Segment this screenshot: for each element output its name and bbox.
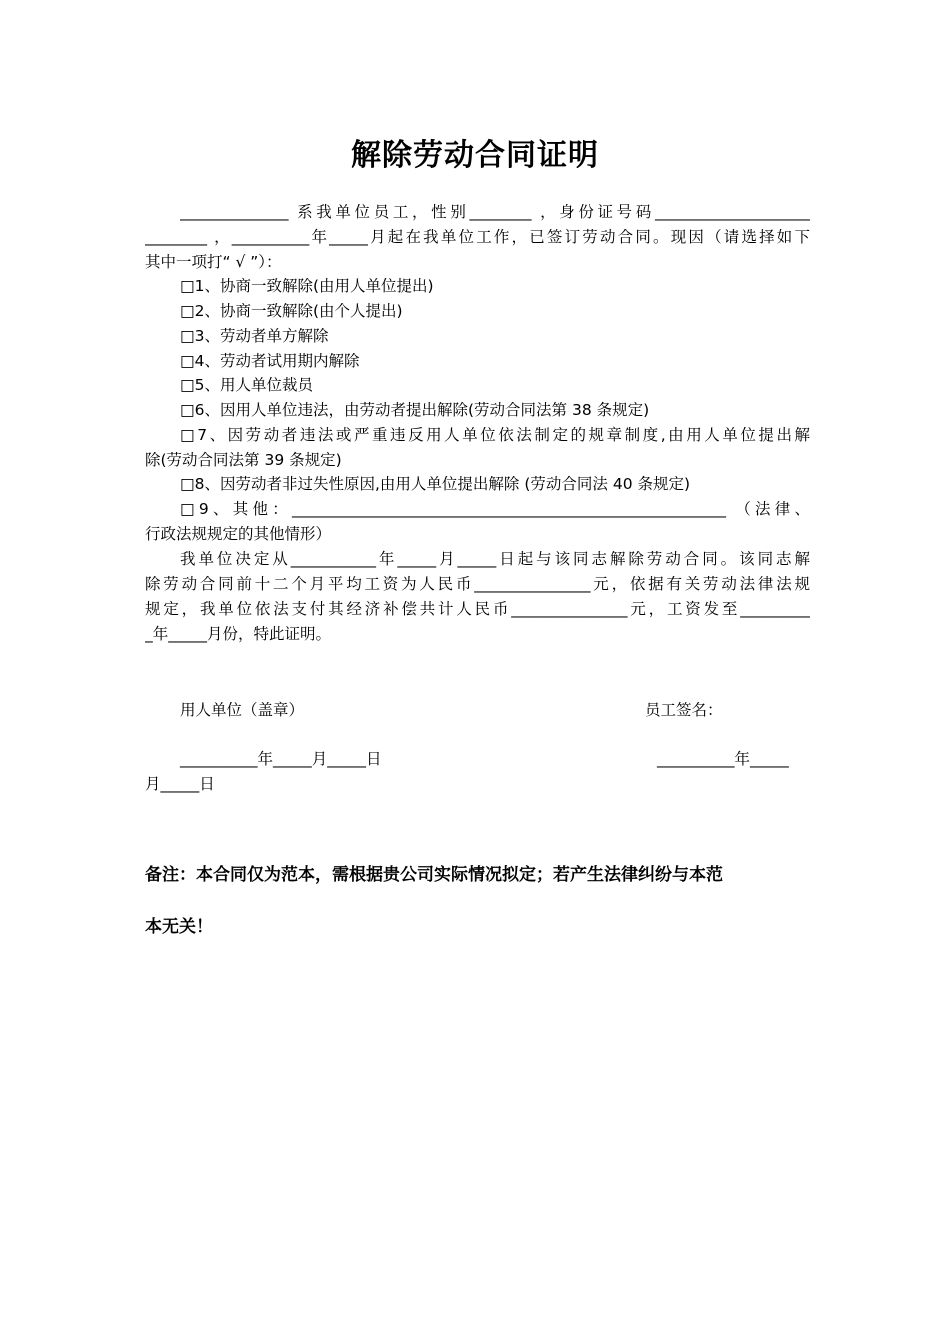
intro-line-1: ______________ 系我单位员工，性别________ ，身份证号码____________________	[180, 203, 810, 221]
option-2: □2、协商一致解除(由个人提出)	[180, 302, 403, 320]
decision-line-4: _年_____月份，特此证明。	[145, 625, 332, 643]
option-1: □1、协商一致解除(由用人单位提出)	[180, 277, 434, 295]
intro-line-3: 其中一项打“ √ ”）：	[145, 253, 282, 271]
option-6: □6、因用人单位违法，由劳动者提出解除(劳动合同法第 38 条规定)	[180, 401, 650, 419]
document-title: 解除劳动合同证明	[351, 138, 599, 173]
decision-line-1: 我单位决定从___________年_____月_____日起与该同志解除劳动合同。该同志解	[180, 550, 810, 568]
option-7-continued: 除(劳动合同法第 39 条规定)	[145, 451, 342, 469]
employee-date-part-1: __________年_____	[657, 750, 789, 768]
option-3: □3、劳动者单方解除	[180, 327, 329, 345]
decision-line-2: 除劳动合同前十二个月平均工资为人民币_______________元，依据有关劳动法律法规	[145, 575, 810, 593]
option-7: □7、因劳动者违法或严重违反用人单位依法制定的规章制度,由用人单位提出解	[180, 426, 810, 444]
option-8: □8、因劳动者非过失性原因,由用人单位提出解除 (劳动合同法 40 条规定)	[180, 475, 691, 493]
employee-signature-label: 员工签名：	[645, 701, 723, 719]
employer-date: __________年_____月_____日	[180, 750, 382, 768]
option-9-continued: 行政法规规定的其他情形）	[145, 525, 332, 543]
employee-date-part-2: 月_____日	[145, 775, 215, 793]
option-9: □9、其他：________________________________________________________ （法律、	[180, 500, 810, 518]
option-5: □5、用人单位裁员	[180, 376, 314, 394]
disclaimer-line-2: 本无关！	[145, 917, 213, 937]
intro-line-2: ________ ，__________年_____月起在我单位工作，已签订劳动合同。现因（请选择如下	[145, 228, 810, 246]
decision-line-3: 规定，我单位依法支付其经济补偿共计人民币_______________元，工资发至_________	[145, 600, 810, 618]
employer-seal-label: 用人单位（盖章）	[180, 701, 305, 719]
option-4: □4、劳动者试用期内解除	[180, 352, 360, 370]
disclaimer-line-1: 备注：本合同仅为范本，需根据贵公司实际情况拟定；若产生法律纠纷与本范	[145, 865, 723, 885]
